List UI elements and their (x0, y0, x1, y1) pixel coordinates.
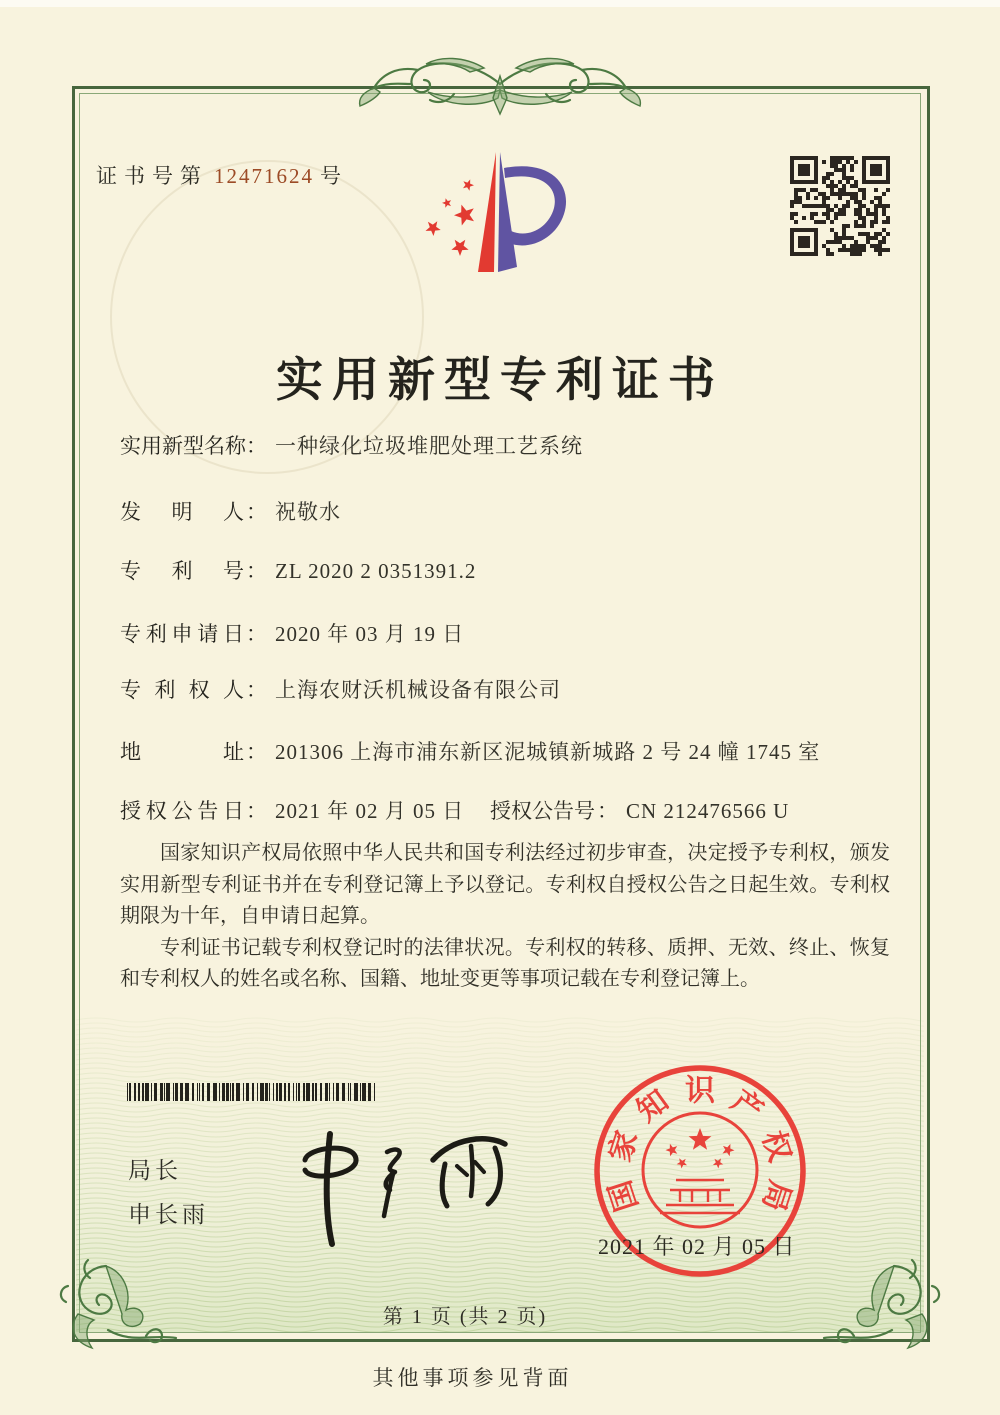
legal-text (120, 838, 890, 996)
svg-text:家: 家 (603, 1126, 645, 1166)
field-label: 专利号 (120, 559, 244, 583)
colon: ： (246, 799, 267, 823)
field-value: CN 212476566 U (626, 799, 790, 823)
colon: ： (246, 622, 267, 646)
field-value: 一种绿化垃圾堆肥处理工艺系统 (275, 434, 583, 458)
certificate-number-label: 证书号第 (96, 164, 208, 188)
field-value: 2021 年 02 月 05 日 (275, 799, 465, 823)
signature-handwriting-icon (275, 1122, 520, 1257)
corner-flourish-icon (822, 1258, 952, 1354)
field-row-inventor (120, 496, 890, 526)
svg-text:局: 局 (755, 1176, 797, 1216)
field-value: 上海农财沃机械设备有限公司 (275, 678, 561, 702)
svg-text:识: 识 (685, 1074, 715, 1108)
qr-code (790, 156, 890, 256)
field-value: 201306 上海市浦东新区泥城镇新城路 2 号 24 幢 1745 室 (275, 740, 821, 764)
certificate-number (96, 160, 348, 190)
svg-text:国: 国 (603, 1176, 645, 1216)
colon: ： (246, 559, 267, 583)
colon: ： (246, 740, 267, 764)
svg-text:知: 知 (631, 1084, 675, 1129)
scan-edge (0, 0, 1000, 7)
field-row-filing-date (120, 618, 890, 648)
field-row-grant (120, 795, 890, 825)
field-value: 2020 年 03 月 19 日 (275, 622, 465, 646)
field-value: ZL 2020 2 0351391.2 (275, 559, 477, 583)
field-row-patent-number (120, 555, 890, 585)
page-title: 实用新型专利证书 (276, 355, 724, 408)
colon: ： (597, 799, 618, 823)
field-value: 祝敬水 (275, 500, 341, 524)
colon: ： (246, 434, 267, 458)
page-indicator: 第 1 页 (共 2 页) (382, 1306, 548, 1328)
field-label: 发明人 (120, 500, 244, 524)
field-row-utility-model-name (120, 430, 890, 460)
field-label: 专利申请日 (120, 622, 244, 646)
field-label: 授权公告号 (490, 799, 595, 823)
field-row-address (120, 736, 890, 766)
body-paragraph-1: 国家知识产权局依照中华人民共和国专利法经过初步审查，决定授予专利权，颁发实用新型专利证书并在专利登记簿上予以登记。专利权自授权公告之日起生效。专利权期限为十年，自申请日起算。 (120, 842, 890, 927)
colon: ： (246, 500, 267, 524)
top-flourish-icon (350, 54, 650, 118)
certificate-number-value: 12471624 (214, 164, 314, 188)
back-note: 其他事项参见背面 (372, 1366, 573, 1390)
field-label: 授权公告日 (120, 799, 244, 823)
field-label: 专利权人 (120, 678, 244, 702)
signature-name: 申长雨 (128, 1202, 209, 1227)
signature-title: 局长 (128, 1158, 182, 1183)
body-paragraph-2: 专利证书记载专利权登记时的法律状况。专利权的转移、质押、无效、终止、恢复和专利权人的姓名或名称、国籍、地址变更等事项记载在专利登记簿上。 (120, 936, 890, 990)
svg-text:权: 权 (755, 1126, 797, 1166)
field-label: 实用新型名称 (120, 434, 246, 458)
cnipa-logo-icon (412, 146, 574, 278)
field-grant-number (490, 795, 789, 825)
svg-text:产: 产 (725, 1084, 769, 1129)
barcode (127, 1083, 380, 1101)
seal-date: 2021 年 02 月 05 日 (598, 1234, 796, 1259)
field-row-patentee (120, 674, 890, 704)
field-label: 地址 (120, 740, 244, 764)
colon: ： (246, 678, 267, 702)
certificate-number-suffix: 号 (320, 164, 348, 188)
corner-flourish-icon (48, 1258, 178, 1354)
